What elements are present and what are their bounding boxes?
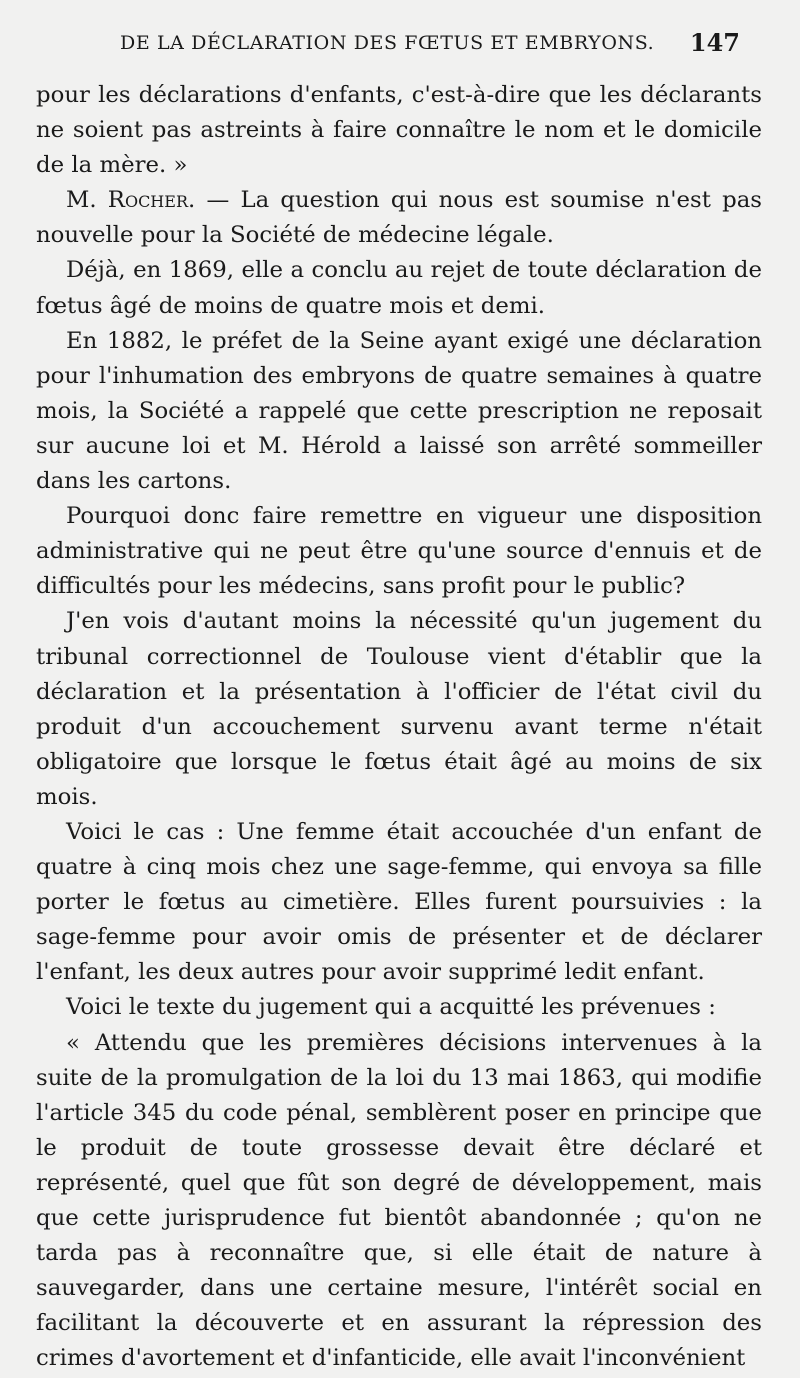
paragraph: En 1882, le préfet de la Seine ayant exigé une déclaration pour l'inhumation des embryons de quatre semaines à quatre mois, la Société a rappelé que cette prescription ne reposait sur aucune loi et M. Hérold a laissé son arrêté sommeiller dans les cartons. bbox=[36, 327, 762, 495]
speaker-name: M. Rocher. bbox=[66, 187, 196, 214]
page-number: 147 bbox=[689, 28, 740, 57]
quoted-judgment: « Attendu que les premières décisions intervenues à la suite de la promulgation de la loi du 13 mai 1863, qui modifie l'article 345 du code pénal, semblèrent poser en principe que le produit de toute grossesse devait être déclaré et représenté, quel que fût son degré de développement, mais que cette jurisprudence fut bientôt abandonnée ; qu'on ne tarda pas à reconnaître que, si elle était de nature à sauvegarder, dans une certaine mesure, l'intérêt social en facilitant la découverte et en assurant la répression des crimes d'avortement et d'infanticide, elle avait l'inconvénient bbox=[36, 1029, 762, 1372]
paragraph: Déjà, en 1869, elle a conclu au rejet de toute déclaration de fœtus âgé de moins de quatre mois et demi. bbox=[36, 257, 762, 319]
paragraph: Voici le texte du jugement qui a acquitté les prévenues : bbox=[66, 994, 716, 1021]
running-title: DE LA DÉCLARATION DES FŒTUS ET EMBRYONS. bbox=[120, 32, 655, 54]
paragraph: J'en vois d'autant moins la nécessité qu'un jugement du tribunal correctionnel de Toulouse vient d'établir que la déclaration et la présentation à l'officier de l'état civil du produit d'un accouchement survenu avant terme n'était obligatoire que lorsque le fœtus était âgé au moins de six mois. bbox=[36, 608, 762, 810]
page-header bbox=[110, 28, 740, 62]
paragraph: Pourquoi donc faire remettre en vigueur une disposition administrative qui ne peut être qu'une source d'ennuis et de difficultés pour les médecins, sans profit pour le public? bbox=[36, 503, 762, 600]
speaker-text: — La question qui nous est soumise n'est pas nouvelle pour la Société de médecine légale. bbox=[36, 187, 762, 249]
paragraph: Voici le cas : Une femme était accouchée d'un enfant de quatre à cinq mois chez une sage-femme, qui envoya sa fille porter le fœtus au cimetière. Elles furent poursuivies : la sage-femme pour avoir omis de présenter et de déclarer l'enfant, les deux autres pour avoir supprimé ledit enfant. bbox=[36, 818, 762, 986]
body-text bbox=[36, 78, 762, 1376]
paragraph-continuation: pour les déclarations d'enfants, c'est-à-dire que les déclarants ne soient pas astreints à faire connaître le nom et le domicile de la mère. » bbox=[36, 82, 762, 179]
paragraph-rocher bbox=[36, 183, 762, 253]
